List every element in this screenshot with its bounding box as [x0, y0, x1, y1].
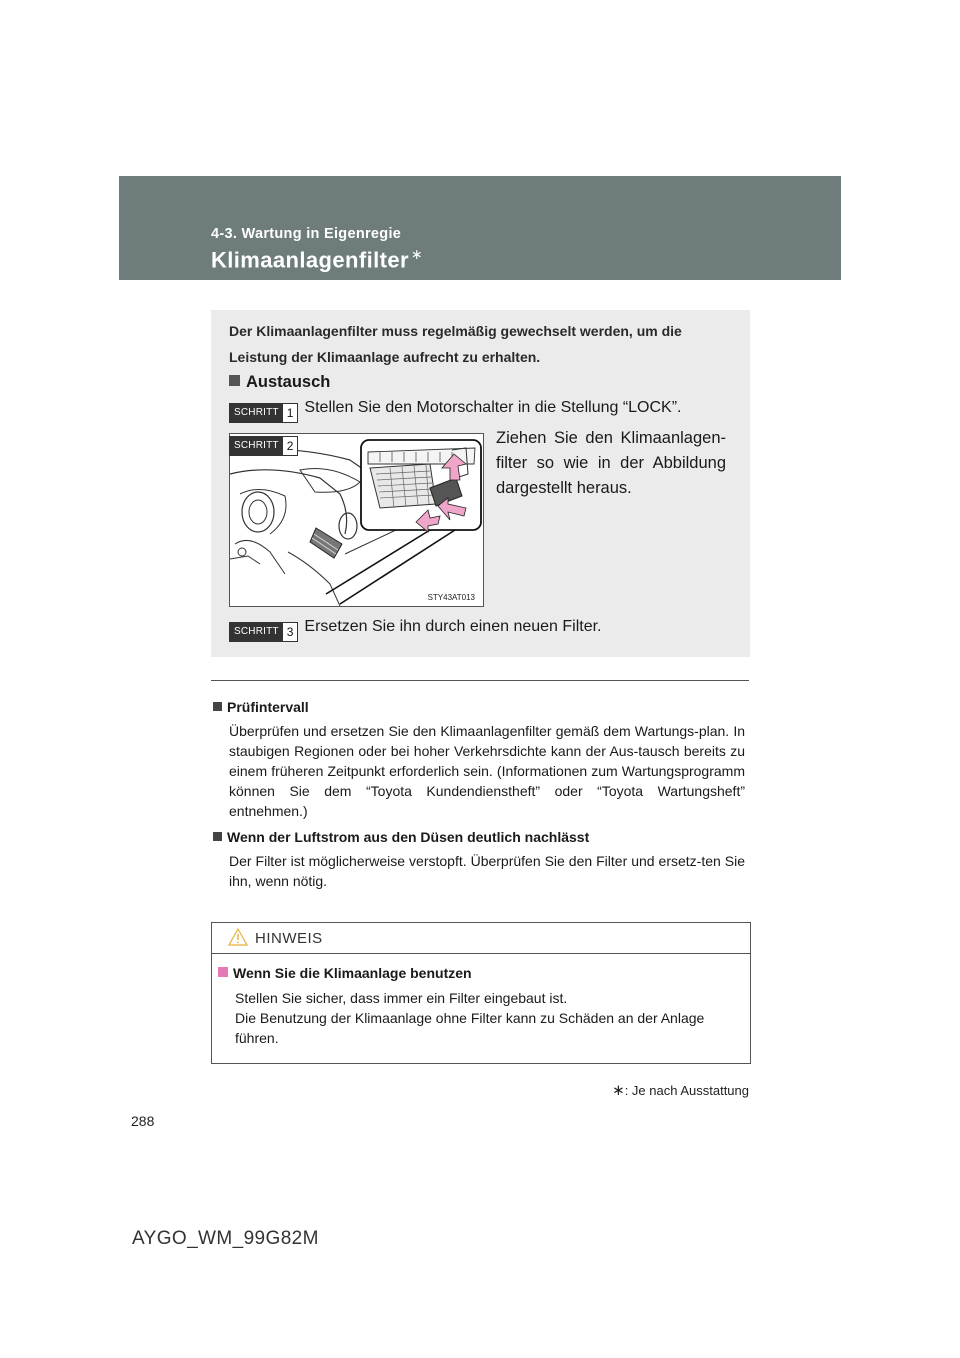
square-bullet-icon [229, 375, 240, 386]
step-3-badge [229, 622, 298, 642]
step-1-text: Stellen Sie den Motorschalter in die Stellung “LOCK”. [304, 399, 682, 416]
step-2 [229, 432, 304, 456]
hinweis-line-2: Die Benutzung der Klimaanlage ohne Filter kann zu Schäden an der Anlage führen. [235, 1010, 705, 1046]
hinweis-heading [218, 965, 744, 981]
warning-triangle-icon [228, 927, 248, 947]
step-1-badge [229, 403, 298, 423]
footnote-mark: ∗ [612, 1082, 625, 1099]
step-badge-label: SCHRITT [230, 437, 283, 455]
step-badge-number: 3 [283, 623, 298, 641]
step-3-text: Ersetzen Sie ihn durch einen neuen Filter. [304, 618, 602, 635]
hinweis-header [212, 923, 750, 954]
subheading-austausch [229, 373, 330, 392]
square-bullet-icon [218, 967, 228, 977]
note-heading [213, 829, 745, 845]
note-heading-text: Prüfintervall [227, 699, 309, 715]
asterisk-mark: ∗ [410, 246, 424, 262]
footnote [612, 1081, 749, 1099]
hinweis-line-1: Stellen Sie sicher, dass immer ein Filter eingebaut ist. [235, 990, 568, 1006]
hinweis-box [211, 922, 751, 1064]
subheading-text: Austausch [246, 373, 331, 391]
chapter-header [119, 176, 841, 280]
procedure-box [211, 310, 750, 657]
footnote-text: : Je nach Ausstattung [624, 1083, 749, 1098]
illustration-code: STY43AT013 [427, 593, 475, 602]
intro-text: Der Klimaanlagenfilter muss regelmäßig gewechselt werden, um die Leistung der Klimaanlage aufrecht zu erhalten. [229, 323, 682, 365]
step-2-text: Ziehen Sie den Klimaanlagen-filter so wie in der Abbildung dargestellt heraus. [496, 429, 726, 497]
note-body: Überprüfen und ersetzen Sie den Klimaanlagenfilter gemäß dem Wartungs-plan. In staubigen Regionen oder bei hoher Verkehrsdichte kann der Aus-tausch bereits zu einem früheren Zeitpunkt erforderlich sein. (Informationen zum Wartungsprogramm können Sie dem “Toyota Kundendienstheft” oder “Toyota Wartungsheft” entnehmen.) [229, 723, 745, 819]
step-2-badge [229, 436, 298, 456]
note-body: Der Filter ist möglicherweise verstopft. Überprüfen Sie den Filter und ersetz-ten Sie ihn, wenn nötig. [229, 853, 745, 889]
dashboard-glovebox-drawing [230, 434, 483, 606]
square-bullet-icon [213, 702, 222, 711]
note-luftstrom [213, 829, 745, 891]
hinweis-text [235, 988, 744, 1048]
square-bullet-icon [213, 832, 222, 841]
section-label: 4-3. Wartung in Eigenregie [211, 226, 402, 242]
filter-illustration [229, 433, 484, 607]
step-badge-label: SCHRITT [230, 623, 283, 641]
page-title [211, 246, 423, 273]
page-title-text: Klimaanlagenfilter [211, 247, 409, 273]
step-badge-number: 2 [283, 437, 298, 455]
step-3 [229, 618, 602, 642]
hinweis-body [218, 965, 744, 1048]
note-heading [213, 699, 745, 715]
step-badge-number: 1 [283, 404, 298, 422]
note-pruefintervall [213, 699, 745, 821]
hinweis-heading-text: Wenn Sie die Klimaanlage benutzen [233, 965, 472, 981]
hinweis-title: HINWEIS [255, 930, 323, 947]
document-code: AYGO_WM_99G82M [132, 1228, 319, 1249]
step-badge-label: SCHRITT [230, 404, 283, 422]
note-heading-text: Wenn der Luftstrom aus den Düsen deutlich nachlässt [227, 829, 590, 845]
step-1 [229, 399, 682, 423]
page-number: 288 [131, 1113, 155, 1129]
section-divider [211, 680, 749, 681]
